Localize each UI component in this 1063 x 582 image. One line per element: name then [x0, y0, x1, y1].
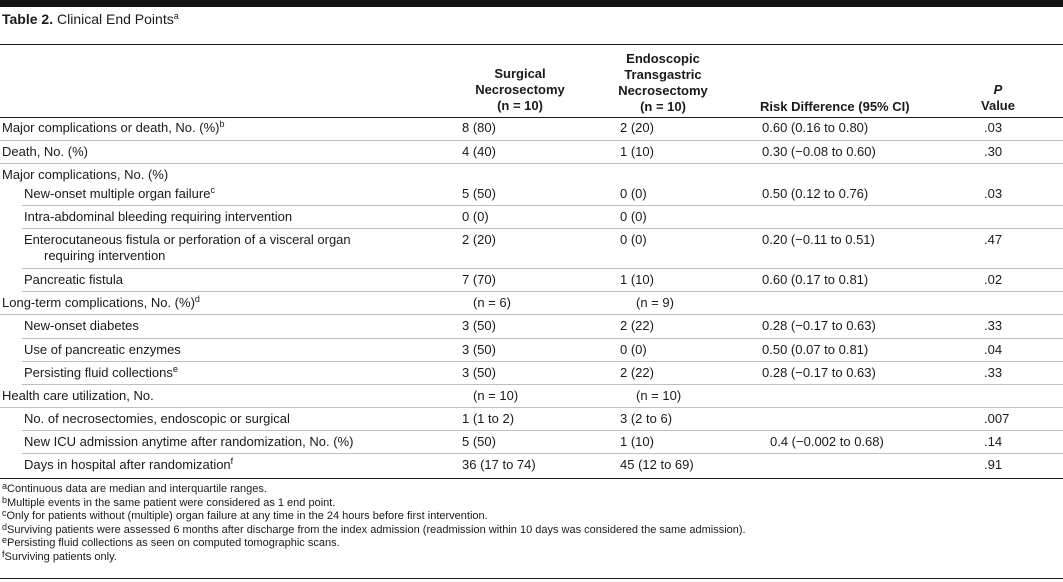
- cell-p: .91: [984, 457, 1003, 472]
- row-label-text: Days in hospital after randomization: [24, 457, 231, 472]
- row-label-text: New-onset diabetes: [24, 318, 139, 333]
- row-label-text: New-onset multiple organ failure: [24, 186, 211, 201]
- cell-endoscopic: 0 (0): [620, 209, 647, 224]
- footnote-mark: f: [230, 456, 234, 466]
- caption-footnote-mark: a: [173, 11, 179, 21]
- cell-endoscopic: 2 (22): [620, 365, 654, 380]
- footnote-text: Multiple events in the same patient were considered as 1 end point.: [7, 496, 336, 509]
- footnote-mark: b: [219, 119, 225, 129]
- header-top-rule: [0, 44, 1063, 45]
- row-separator: [22, 453, 1063, 454]
- cell-p: .33: [984, 318, 1003, 333]
- row-separator: [22, 430, 1063, 431]
- table-caption: [2, 10, 179, 28]
- cell-surgical: 5 (50): [462, 434, 496, 449]
- cell-endoscopic: 2 (22): [620, 318, 654, 333]
- cell-p: .47: [984, 232, 1003, 247]
- row-label-text: Use of pancreatic enzymes: [24, 342, 181, 357]
- header-endoscopic-line2: Transgastric: [624, 67, 702, 82]
- row-label-text: Major complications or death, No. (%): [2, 120, 220, 135]
- header-surgical-line2: Necrosectomy: [475, 82, 565, 97]
- row-label-text: Death, No. (%): [2, 144, 88, 159]
- row-label: [24, 186, 215, 202]
- cell-risk: 0.28 (−0.17 to 0.63): [762, 365, 876, 380]
- row-separator: [22, 361, 1063, 362]
- cell-surgical: 2 (20): [462, 232, 496, 247]
- cell-endoscopic: 1 (10): [620, 144, 654, 159]
- row-label-text: Intra-abdominal bleeding requiring intervention: [24, 209, 293, 224]
- header-endoscopic-line4: (n = 10): [640, 99, 686, 114]
- row-label-text: New ICU admission anytime after randomization, No. (%): [24, 434, 354, 449]
- row-label: [24, 272, 123, 288]
- footnote: [2, 548, 117, 564]
- cell-surgical: 3 (50): [462, 342, 496, 357]
- cell-surgical: (n = 10): [473, 388, 519, 403]
- table-bottom-rule: [0, 478, 1063, 479]
- cell-p: .03: [984, 120, 1003, 135]
- header-risk-difference: Risk Difference (95% CI): [760, 99, 910, 114]
- row-label: [2, 144, 88, 160]
- header-surgical-line3: (n = 10): [497, 98, 543, 113]
- cell-risk: 0.30 (−0.08 to 0.60): [762, 144, 876, 159]
- cell-p: .30: [984, 144, 1003, 159]
- row-label-text: Pancreatic fistula: [24, 272, 123, 287]
- row-separator: [0, 140, 1063, 141]
- cell-risk: 0.4 (−0.002 to 0.68): [770, 434, 884, 449]
- header-surgical: [440, 66, 600, 114]
- cell-p: .02: [984, 272, 1003, 287]
- cell-risk: 0.50 (0.07 to 0.81): [762, 342, 869, 357]
- row-separator: [22, 291, 1063, 292]
- footnote-letter: e: [2, 535, 8, 545]
- header-endoscopic-line1: Endoscopic: [626, 51, 700, 66]
- row-label: [2, 295, 200, 311]
- table-title: Clinical End Points: [56, 11, 174, 27]
- header-p-letter: P: [993, 82, 1003, 97]
- cell-risk: 0.60 (0.16 to 0.80): [762, 120, 869, 135]
- cell-surgical: 0 (0): [462, 209, 489, 224]
- cell-p: .04: [984, 342, 1003, 357]
- row-separator: [0, 407, 1063, 408]
- table-number: Table 2.: [2, 11, 54, 27]
- cell-endoscopic: 0 (0): [620, 342, 647, 357]
- footnote-letter: f: [2, 548, 5, 559]
- footnote: [2, 483, 267, 496]
- footnote: [2, 494, 336, 510]
- cell-risk: 0.60 (0.17 to 0.81): [762, 272, 869, 287]
- footnote-text: Only for patients without (multiple) organ failure at any time in the 24 hours before first intervention.: [6, 510, 488, 522]
- footnote-mark: c: [210, 185, 215, 195]
- row-separator: [22, 338, 1063, 339]
- row-label: [24, 342, 181, 358]
- row-label: [24, 365, 178, 381]
- cell-surgical: 3 (50): [462, 365, 496, 380]
- cell-surgical: 4 (40): [462, 144, 496, 159]
- cell-endoscopic: 2 (20): [620, 120, 654, 135]
- footnote: [2, 521, 746, 537]
- cell-p: .33: [984, 365, 1003, 380]
- header-endoscopic-line3: Necrosectomy: [618, 83, 708, 98]
- header-bottom-rule: [0, 117, 1063, 118]
- row-label-continuation: requiring intervention: [44, 248, 166, 263]
- footnote: [2, 510, 488, 523]
- row-separator: [22, 268, 1063, 269]
- row-label: [2, 167, 168, 183]
- cell-p: .007: [984, 411, 1010, 426]
- row-label-text: Persisting fluid collections: [24, 365, 173, 380]
- row-separator: [22, 205, 1063, 206]
- footnote: [2, 537, 340, 550]
- cell-endoscopic: 1 (10): [620, 272, 654, 287]
- row-label-text: Enterocutaneous fistula or perforation of a visceral organ: [24, 232, 351, 247]
- cell-p: .03: [984, 186, 1003, 201]
- cell-surgical: 3 (50): [462, 318, 496, 333]
- header-surgical-line1: Surgical: [494, 66, 546, 81]
- header-p-value: [968, 82, 1028, 114]
- cell-endoscopic: (n = 9): [636, 295, 674, 310]
- row-label: [24, 457, 233, 473]
- footnote-text: Surviving patients were assessed 6 months after discharge from the index admission (readmission within 10 days was considered the same admission).: [7, 523, 746, 536]
- row-separator: [0, 163, 1063, 164]
- cell-endoscopic: 0 (0): [620, 186, 647, 201]
- footnote-letter: b: [2, 494, 8, 505]
- cell-surgical: 36 (17 to 74): [462, 457, 536, 472]
- row-label: [24, 318, 139, 334]
- row-label: [24, 232, 351, 264]
- footnote-letter: c: [2, 508, 7, 518]
- row-label: [24, 209, 292, 225]
- top-border-bar: [0, 0, 1063, 7]
- cell-endoscopic: 1 (10): [620, 434, 654, 449]
- row-separator: [22, 384, 1063, 385]
- footnote-mark: e: [172, 364, 178, 374]
- row-separator: [0, 314, 1063, 315]
- footnote-letter: a: [2, 481, 8, 491]
- header-value-word: Value: [981, 98, 1015, 113]
- row-label: [2, 388, 154, 404]
- cell-surgical: (n = 6): [473, 295, 511, 310]
- footnote-letter: d: [2, 521, 8, 532]
- cell-surgical: 7 (70): [462, 272, 496, 287]
- footnote-mark: d: [194, 294, 200, 304]
- cell-endoscopic: 45 (12 to 69): [620, 457, 694, 472]
- cell-surgical: 1 (1 to 2): [462, 411, 515, 426]
- cell-endoscopic: (n = 10): [636, 388, 682, 403]
- cell-risk: 0.28 (−0.17 to 0.63): [762, 318, 876, 333]
- cell-surgical: 5 (50): [462, 186, 496, 201]
- page-bottom-rule: [0, 578, 1063, 579]
- row-separator: [22, 228, 1063, 229]
- header-endoscopic: [583, 51, 743, 115]
- row-label-text: Major complications, No. (%): [2, 167, 169, 182]
- footnote-text: Continuous data are median and interquartile ranges.: [7, 483, 267, 495]
- row-label-text: Long-term complications, No. (%): [2, 295, 195, 310]
- cell-endoscopic: 3 (2 to 6): [620, 411, 673, 426]
- row-label-text: No. of necrosectomies, endoscopic or surgical: [24, 411, 290, 426]
- cell-surgical: 8 (80): [462, 120, 496, 135]
- row-label: [24, 411, 290, 427]
- row-label-text: Health care utilization, No.: [2, 388, 154, 403]
- cell-p: .14: [984, 434, 1003, 449]
- cell-endoscopic: 0 (0): [620, 232, 647, 247]
- row-label: [24, 434, 353, 450]
- footnote-text: Surviving patients only.: [4, 550, 117, 563]
- footnote-text: Persisting fluid collections as seen on computed tomographic scans.: [7, 537, 340, 549]
- cell-risk: 0.50 (0.12 to 0.76): [762, 186, 869, 201]
- row-label: [2, 120, 225, 136]
- cell-risk: 0.20 (−0.11 to 0.51): [762, 232, 875, 247]
